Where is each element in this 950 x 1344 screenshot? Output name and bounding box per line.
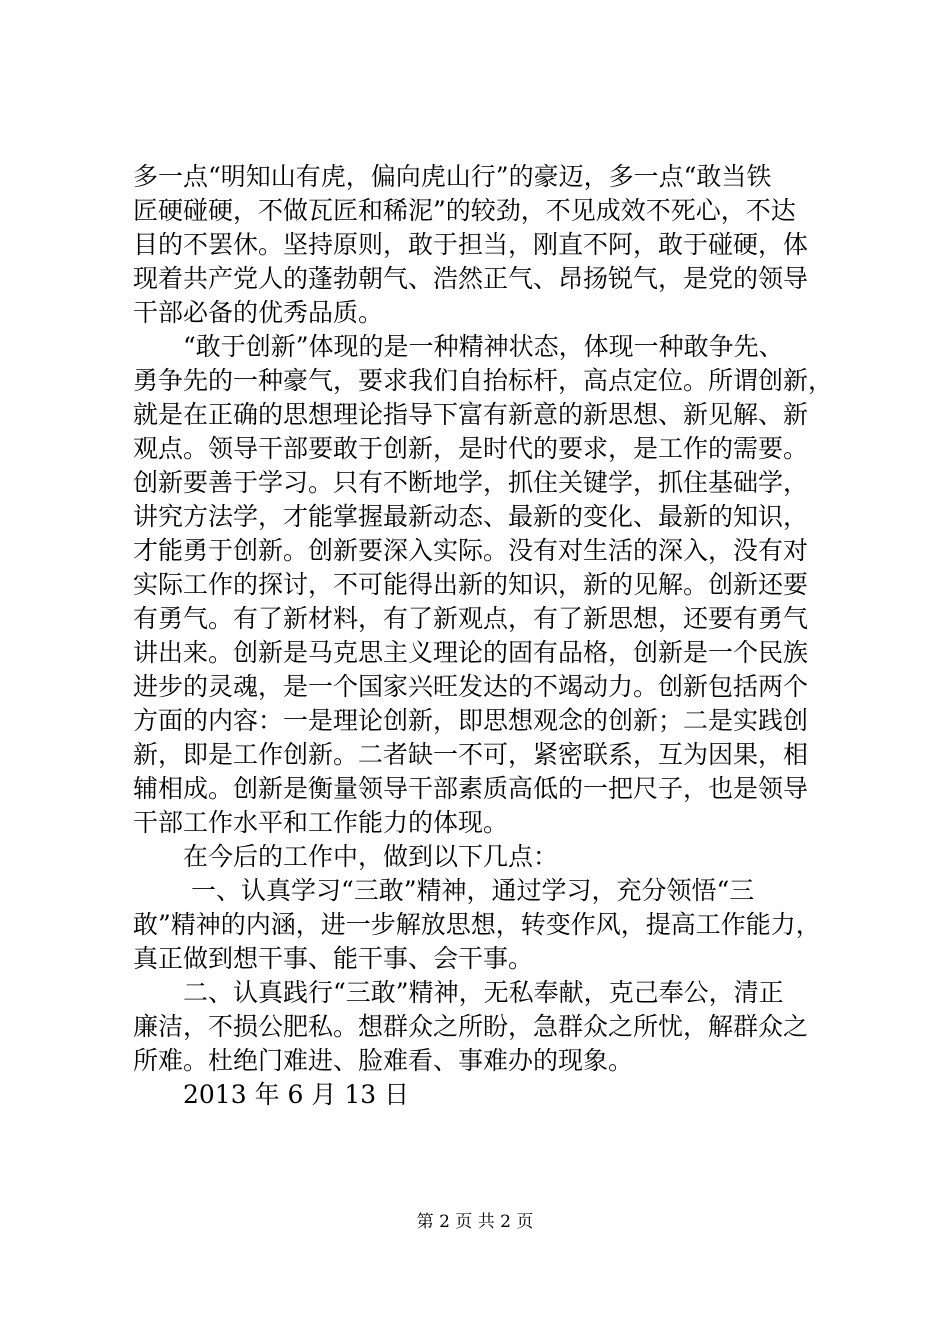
text-line: 干部工作水平和工作能力的体现。 bbox=[133, 808, 509, 837]
text-line: 多一点“明知山有虎，偏向虎山行”的豪迈，多一点“敢当铁 bbox=[133, 162, 772, 191]
text-line: 干部必备的优秀品质。 bbox=[133, 298, 384, 327]
text-line: 真正做到想干事、能干事、会干事。 bbox=[133, 944, 534, 973]
text-line: 方面的内容：一是理论创新，即思想观念的创新；二是实践创 bbox=[133, 706, 809, 735]
text-line: 所难。杜绝门难进、脸难看、事难办的现象。 bbox=[133, 1046, 634, 1075]
text-line: “敢于创新”体现的是一种精神状态，体现一种敢争先、 bbox=[133, 332, 784, 361]
text-line: 讲究方法学，才能掌握最新动态、最新的变化、最新的知识， bbox=[133, 502, 809, 531]
text-line: 勇争先的一种豪气，要求我们自抬标杆，高点定位。所谓创新， bbox=[133, 366, 833, 395]
text-line: 实际工作的探讨，不可能得出新的知识，新的见解。创新还要 bbox=[133, 570, 809, 599]
text-line: 现着共产党人的蓬勃朝气、浩然正气、昂扬锐气，是党的领导 bbox=[133, 264, 809, 293]
text-line: 一、认真学习“三敢”精神，通过学习，充分领悟“三 bbox=[133, 876, 755, 905]
text-line: 目的不罢休。坚持原则，敢于担当，刚直不阿，敢于碰硬，体 bbox=[133, 230, 809, 259]
page-number-label: 第 2 页 共 2 页 bbox=[416, 1212, 534, 1232]
document-body bbox=[133, 160, 833, 1112]
text-line: 有勇气。有了新材料，有了新观点，有了新思想，还要有勇气 bbox=[133, 604, 809, 633]
text-line: 廉洁，不损公肥私。想群众之所盼，急群众之所忧，解群众之 bbox=[133, 1012, 809, 1041]
text-line: 匠硬碰硬，不做瓦匠和稀泥”的较劲，不见成效不死心，不达 bbox=[133, 196, 796, 225]
text-line: 辅相成。创新是衡量领导干部素质高低的一把尺子，也是领导 bbox=[133, 774, 809, 803]
text-line: 创新要善于学习。只有不断地学，抓住关键学，抓住基础学， bbox=[133, 468, 809, 497]
text-line: 进步的灵魂，是一个国家兴旺发达的不竭动力。创新包括两个 bbox=[133, 672, 809, 701]
text-line: 讲出来。创新是马克思主义理论的固有品格，创新是一个民族 bbox=[133, 638, 809, 667]
date-line: 2013 年 6 月 13 日 bbox=[133, 1080, 410, 1109]
text-line: 新，即是工作创新。二者缺一不可，紧密联系，互为因果，相 bbox=[133, 740, 809, 769]
text-line: 观点。领导干部要敢于创新，是时代的要求，是工作的需要。 bbox=[133, 434, 809, 463]
text-line: 才能勇于创新。创新要深入实际。没有对生活的深入，没有对 bbox=[133, 536, 809, 565]
text-line: 敢”精神的内涵，进一步解放思想，转变作风，提高工作能力， bbox=[133, 910, 821, 939]
text-line: 在今后的工作中，做到以下几点： bbox=[133, 842, 559, 871]
text-line: 就是在正确的思想理论指导下富有新意的新思想、新见解、新 bbox=[133, 400, 809, 429]
text-line: 二、认真践行“三敢”精神，无私奉献，克己奉公，清正 bbox=[133, 978, 784, 1007]
page-footer bbox=[0, 1210, 950, 1234]
